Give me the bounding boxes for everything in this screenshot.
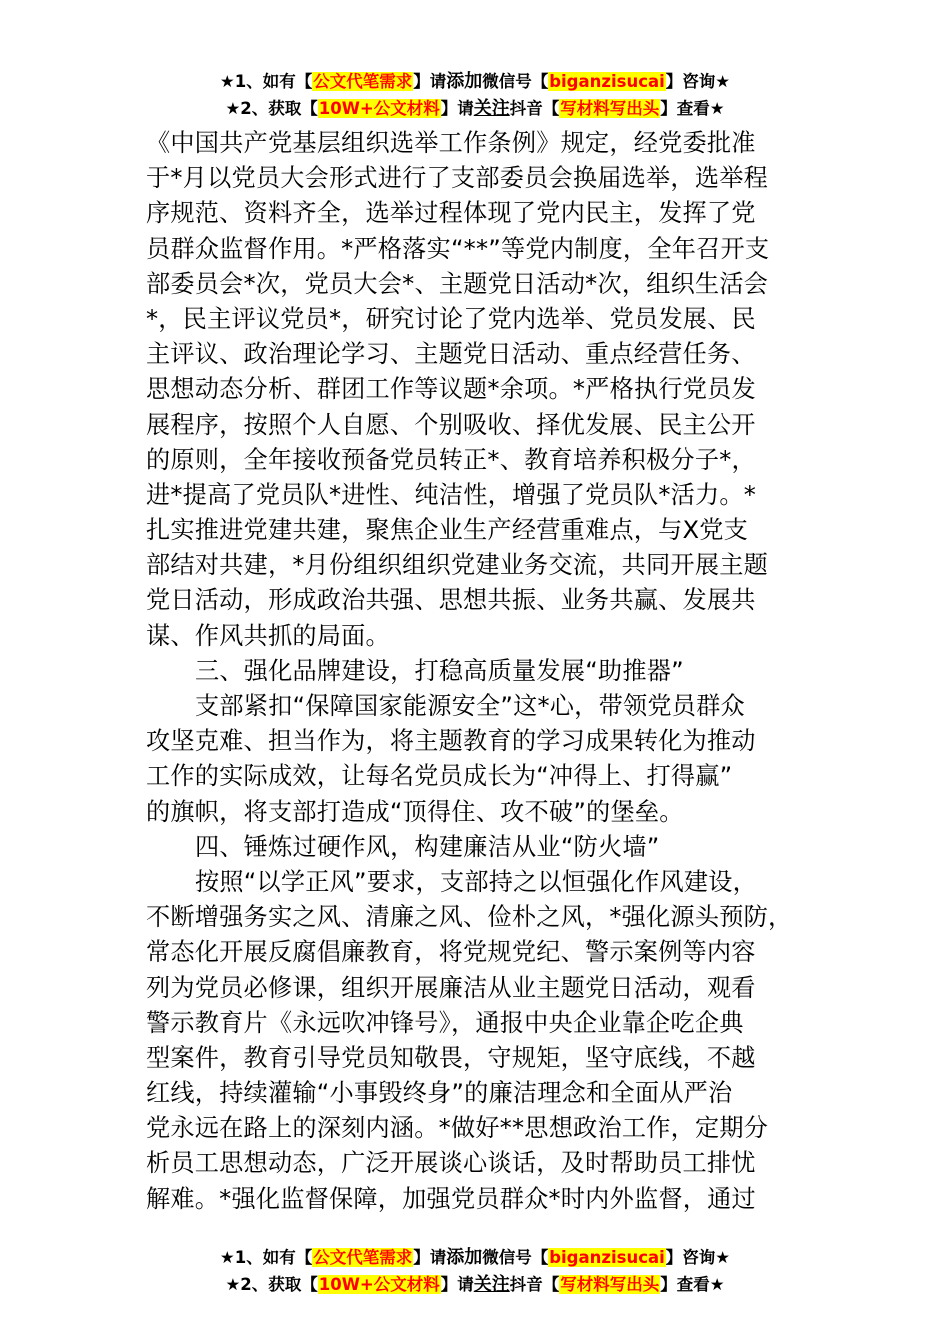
body-line: 序规范、资料齐全，选举过程体现了党内民主，发挥了党 (146, 199, 756, 228)
banner-keyword: 关注 (473, 1274, 510, 1295)
highlight-douyin-account: 写材料写出头 (560, 99, 660, 118)
banner-keyword: 添加 (446, 71, 483, 92)
banner-text: 】咨询★ (665, 72, 731, 91)
banner-text: ★1、如有【 (219, 1248, 313, 1267)
highlight-service: 公文代笔需求 (313, 1248, 413, 1267)
highlight-wechat-id: biganzisucai (549, 72, 665, 91)
banner-text: 微信号【 (482, 72, 549, 91)
banner-keyword: 关注 (473, 98, 510, 119)
body-line: 型案件，教育引导党员知敬畏，守规矩，坚守底线，不越 (146, 1043, 756, 1072)
banner-line-1 (0, 68, 950, 95)
body-line: 思想动态分析、群团工作等议题*余项。*严格执行党员发 (146, 375, 756, 404)
bottom-banner (0, 1244, 950, 1298)
banner-text: ★2、获取【 (225, 99, 318, 118)
banner-text: 】请 (413, 1248, 447, 1267)
banner-text: 】请 (440, 99, 474, 118)
body-line: 工作的实际成效，让每名党员成长为“冲得上、打得赢” (146, 762, 733, 791)
highlight-materials: 10W+公文材料 (318, 1275, 440, 1294)
body-line: 进*提高了党员队*进性、纯洁性，增强了党员队*活力。* (146, 480, 757, 509)
body-line: 的原则，全年接收预备党员转正*、教育培养积极分子*， (146, 445, 756, 474)
banner-text: 】请 (413, 72, 447, 91)
body-line: 部结对共建，*月份组织组织党建业务交流，共同开展主题 (146, 551, 768, 580)
banner-text: 微信号【 (482, 1248, 549, 1267)
banner-text: 】查看★ (660, 1275, 725, 1294)
body-line: 解难。*强化监督保障，加强党员群众*时内外监督，通过 (146, 1184, 756, 1213)
body-line: 常态化开展反腐倡廉教育，将党规党纪、警示案例等内容 (146, 938, 756, 967)
highlight-materials: 10W+公文材料 (318, 99, 440, 118)
body-line: 列为党员必修课，组织开展廉洁从业主题党日活动，观看 (146, 973, 756, 1002)
body-line: 部委员会*次，党员大会*、主题党日活动*次，组织生活会 (146, 269, 769, 298)
body-line: 支部紧扣“保障国家能源安全”这*心，带领党员群众 (195, 692, 745, 720)
banner-text: 抖音【 (509, 99, 560, 118)
banner-text: 】请 (440, 1275, 474, 1294)
banner-line-1 (0, 1244, 950, 1271)
body-line: *，民主评议党员*，研究讨论了党内选举、党员发展、民 (146, 304, 756, 333)
body-line: 党日活动，形成政治共强、思想共振、业务共赢、发展共 (146, 586, 756, 615)
banner-line-2 (0, 1271, 950, 1298)
banner-text: ★1、如有【 (219, 72, 313, 91)
body-line: 警示教育片《永远吹冲锋号》，通报中央企业靠企吃企典 (146, 1008, 744, 1037)
banner-text: 抖音【 (509, 1275, 560, 1294)
body-line: 攻坚克难、担当作为，将主题教育的学习成果转化为推动 (146, 727, 756, 756)
highlight-service: 公文代笔需求 (313, 72, 413, 91)
highlight-douyin-account: 写材料写出头 (560, 1275, 660, 1294)
body-line: 析员工思想动态，广泛开展谈心谈话，及时帮助员工排忧 (146, 1149, 756, 1178)
body-line: 展程序，按照个人自愿、个别吸收、择优发展、民主公开 (146, 410, 756, 439)
banner-keyword: 添加 (446, 1247, 483, 1268)
body-line: 主评议、政治理论学习、主题党日活动、重点经营任务、 (146, 340, 756, 369)
body-line: 于*月以党员大会形式进行了支部委员会换届选举，选举程 (146, 164, 768, 193)
body-line: 按照“以学正风”要求，支部持之以恒强化作风建设， (195, 867, 757, 896)
document-body (146, 126, 816, 1217)
top-banner (0, 68, 950, 122)
section-heading-3: 三、强化品牌建设，打稳高质量发展“助推器” (195, 656, 684, 685)
body-line: 《中国共产党基层组织选举工作条例》规定，经党委批准 (146, 129, 756, 157)
body-line: 党永远在路上的深刻内涵。*做好**思想政治工作，定期分 (146, 1114, 769, 1143)
body-line: 红线，持续灌输“小事毁终身”的廉洁理念和全面从严治 (146, 1079, 733, 1108)
banner-text: ★2、获取【 (225, 1275, 318, 1294)
banner-text: 】查看★ (660, 99, 725, 118)
body-line: 的旗帜，将支部打造成“顶得住、攻不破”的堡垒。 (146, 797, 684, 826)
section-heading-4: 四、锤炼过硬作风，构建廉洁从业“防火墙” (195, 832, 660, 861)
banner-line-2 (0, 95, 950, 122)
body-line: 不断增强务实之风、清廉之风、俭朴之风，*强化源头预防， (146, 903, 793, 932)
highlight-wechat-id: biganzisucai (549, 1248, 665, 1267)
body-line: 员群众监督作用。*严格落实“**”等党内制度，全年召开支 (146, 234, 770, 263)
banner-text: 】咨询★ (665, 1248, 731, 1267)
body-line: 扎实推进党建共建，聚焦企业生产经营重难点，与X党支 (146, 516, 749, 545)
body-line: 谋、作风共抓的局面。 (146, 621, 390, 650)
